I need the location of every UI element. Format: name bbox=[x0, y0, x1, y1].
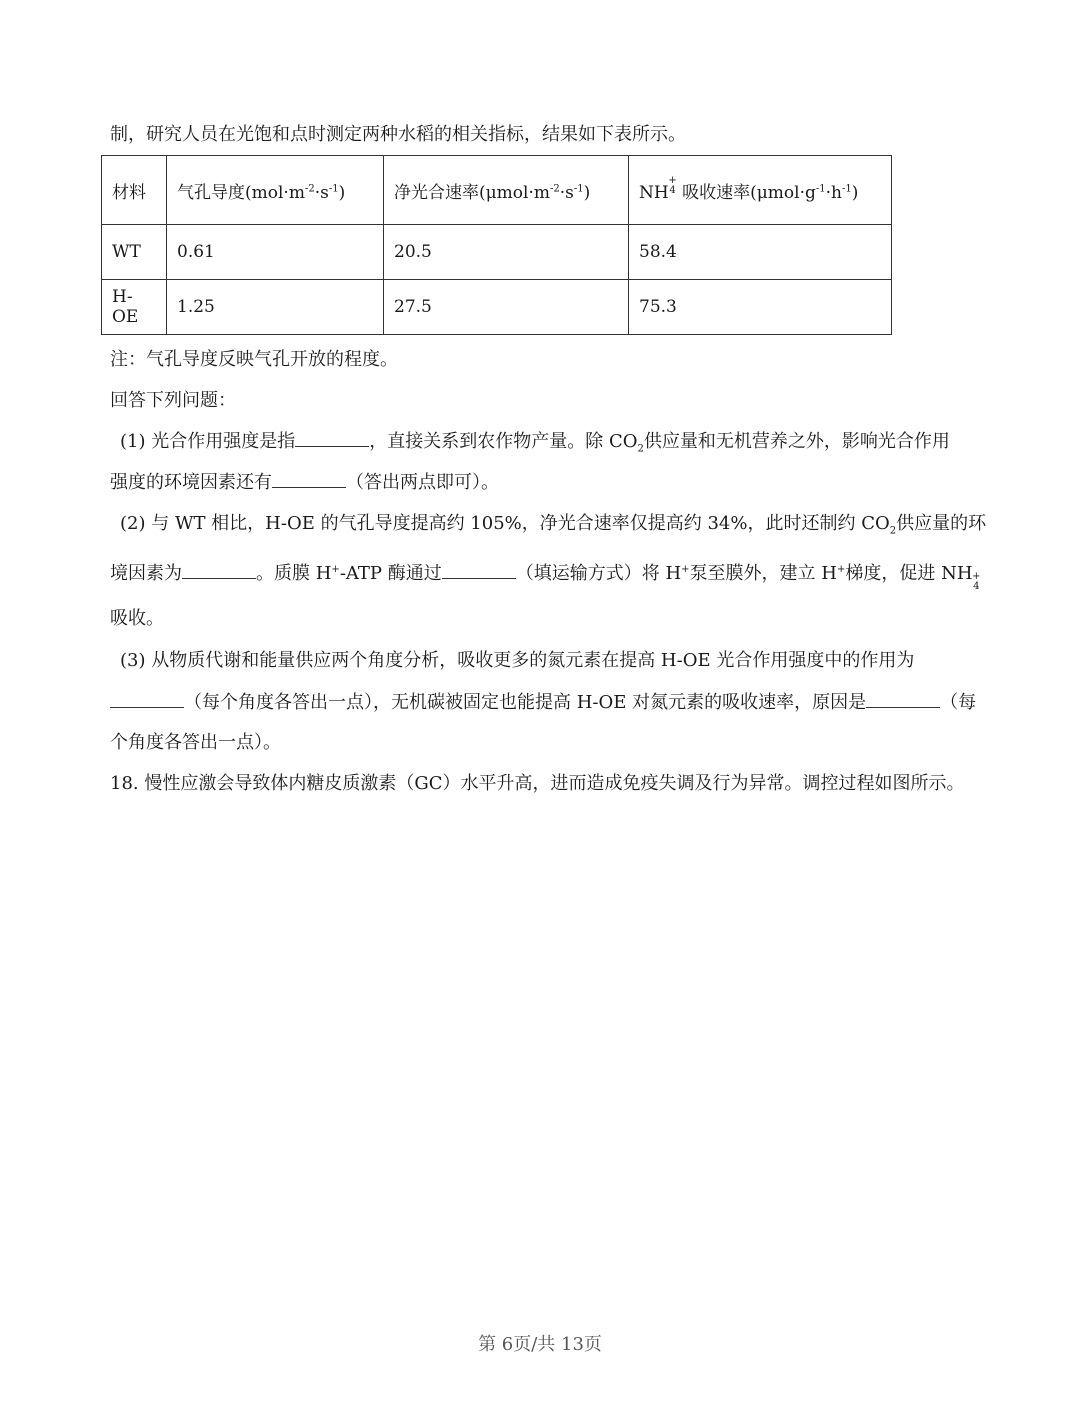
answer-prompt: 回答下列问题： bbox=[110, 390, 236, 411]
cell-absorption: 75.3 bbox=[629, 280, 892, 335]
answer-blank[interactable] bbox=[295, 430, 369, 447]
cell-absorption: 58.4 bbox=[629, 225, 892, 280]
data-table bbox=[101, 155, 892, 335]
cell-material: WT bbox=[102, 225, 167, 280]
question-1-line-1: (1) 光合作用强度是指 ，直接关系到农作物产量。除 $CO_2$供应量和无机营养之外，影响光合作用 bbox=[120, 431, 950, 455]
header-material: 材料 bbox=[102, 156, 167, 225]
answer-blank[interactable] bbox=[866, 691, 940, 708]
answer-blank[interactable] bbox=[110, 691, 184, 708]
question-3-line-2: （每个角度各答出一点），无机碳被固定也能提高 H-OE 对氮元素的吸收速率，原因是 （每 bbox=[110, 691, 976, 714]
cell-net-rate: 20.5 bbox=[384, 225, 629, 280]
header-net-photosynthesis: 净光合速率$(\mu mol\cdot m^{-2}\cdot s^{-1})$ bbox=[384, 156, 629, 225]
cell-net-rate: 27.5 bbox=[384, 280, 629, 335]
answer-blank[interactable] bbox=[442, 562, 516, 579]
header-stomatal-conductance: 气孔导度$(mol\cdot m^{-2}\cdot s^{-1})$ bbox=[167, 156, 384, 225]
table-header-row bbox=[102, 156, 892, 225]
header-nh4-absorption: NH + 4 吸收速率$(\mu mol\cdot g^{-1}\cdot h^{-1})$ bbox=[629, 156, 892, 225]
question-2-line-1: (2) 与 WT 相比，H-OE 的气孔导度提高约 105%，净光合速率仅提高约 34%，此时还制约 $CO_2$供应量的环 bbox=[120, 513, 987, 537]
answer-blank[interactable] bbox=[182, 562, 256, 579]
intro-text: 制，研究人员在光饱和点时测定两种水稻的相关指标，结果如下表所示。 bbox=[110, 124, 686, 145]
question-18: 18. 慢性应激会导致体内糖皮质激素（GC）水平升高，进而造成免疫失调及行为异常。调控过程如图所示。 bbox=[110, 773, 965, 794]
cell-conductance: 0.61 bbox=[167, 225, 384, 280]
nh4-formula: NH + 4 bbox=[639, 174, 677, 203]
question-2-line-2: 境因素为 。质膜 H+-ATP 酶通过 （填运输方式）将 H+泵至膜外，建立 H+梯度，促进 NH + 4 bbox=[110, 563, 981, 592]
cell-material: H-OE bbox=[102, 280, 167, 335]
table-row bbox=[102, 225, 892, 280]
question-3-line-1: (3) 从物质代谢和能量供应两个角度分析，吸收更多的氮元素在提高 H-OE 光合作用强度中的作用为 bbox=[120, 650, 915, 671]
question-3-line-3: 个角度各答出一点）。 bbox=[110, 732, 281, 753]
page-footer: 第 6页/共 13页 bbox=[478, 1334, 602, 1355]
question-2-line-3: 吸收。 bbox=[110, 608, 164, 629]
question-1-line-2: 强度的环境因素还有 （答出两点即可）。 bbox=[110, 472, 499, 493]
answer-blank[interactable] bbox=[272, 471, 346, 488]
cell-conductance: 1.25 bbox=[167, 280, 384, 335]
table-row bbox=[102, 280, 892, 335]
table-note: 注：气孔导度反映气孔开放的程度。 bbox=[110, 349, 398, 370]
